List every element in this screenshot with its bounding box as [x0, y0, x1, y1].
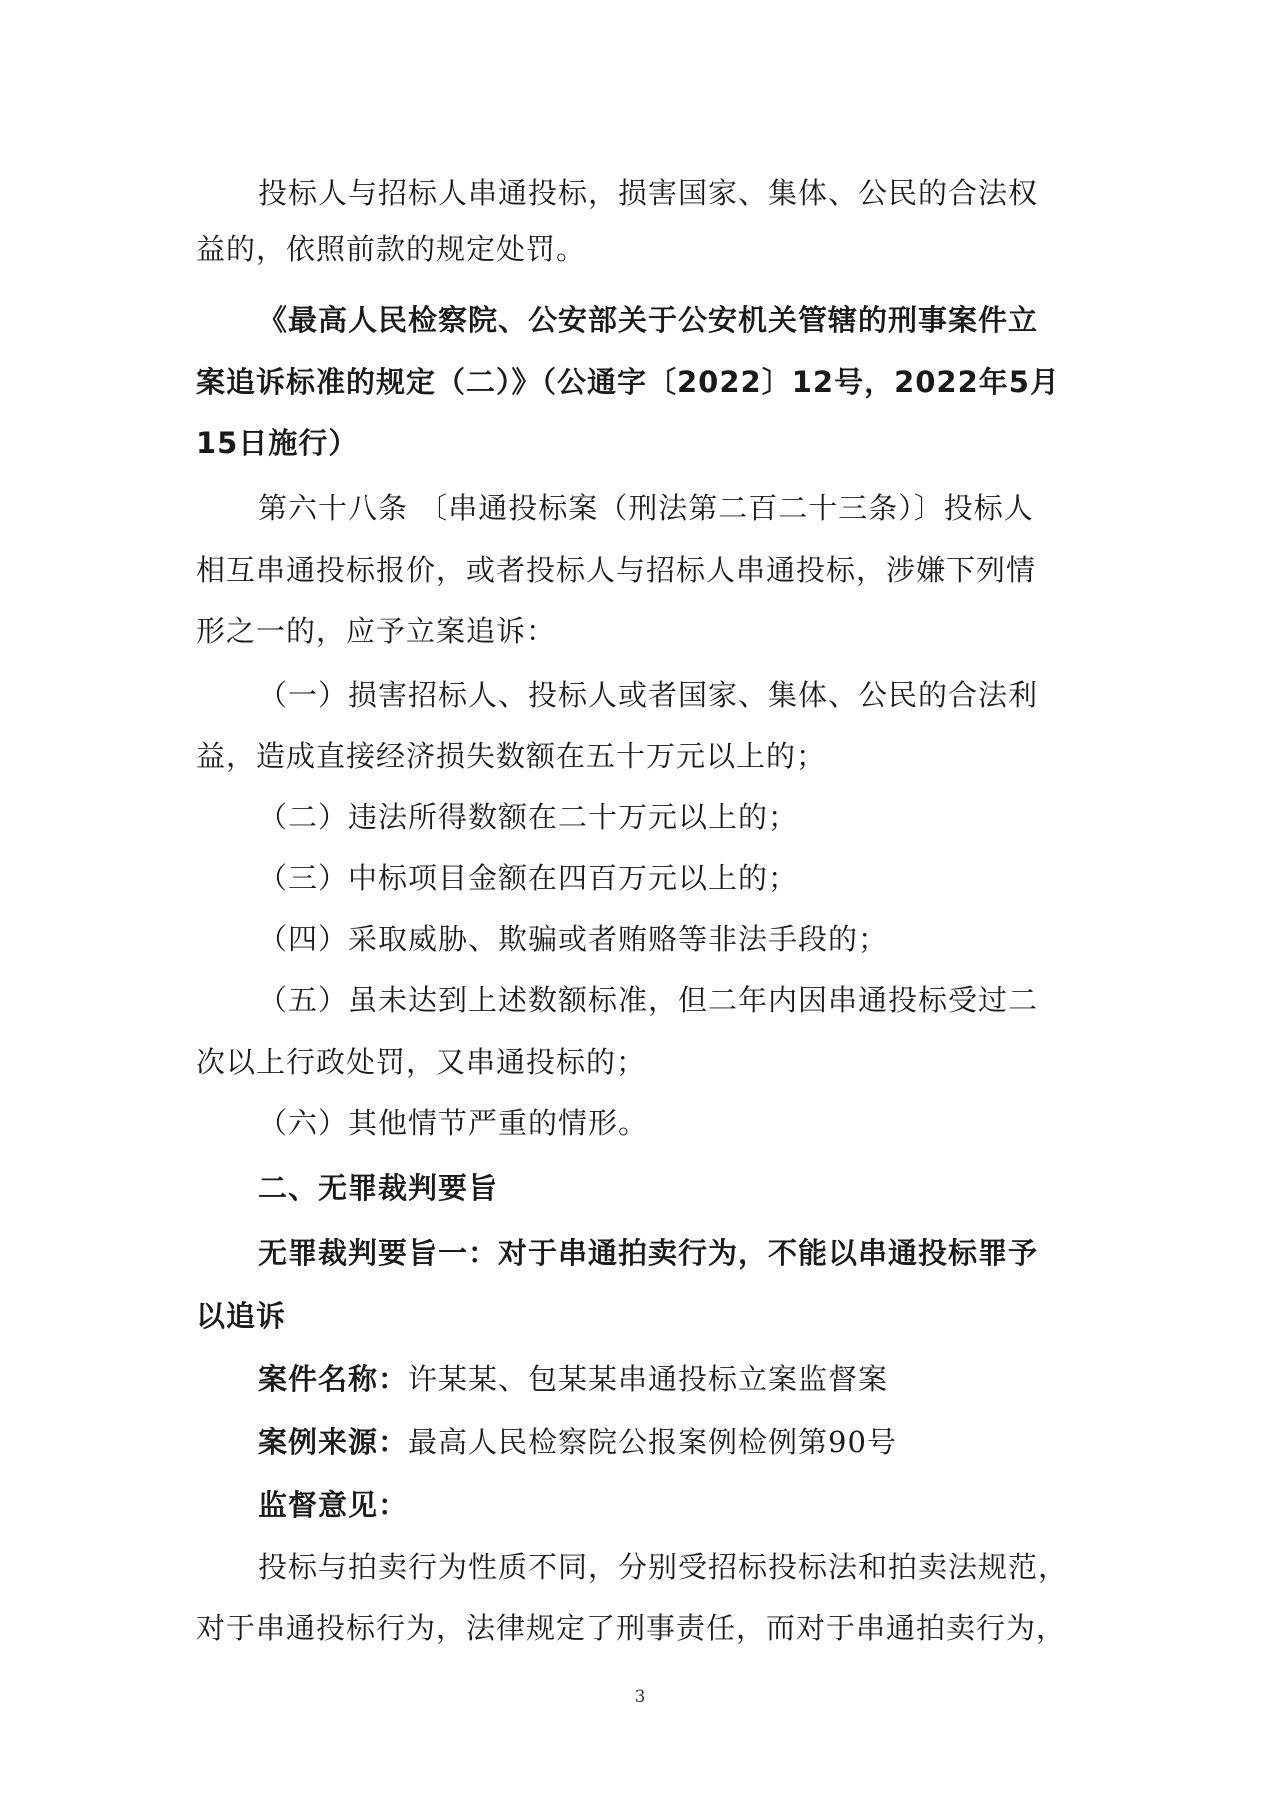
list-item: 次以上行政处罚，又串通投标的； [196, 1045, 647, 1079]
opinion-heading: 监督意见： [258, 1488, 409, 1522]
paragraph-line: 对于串通投标行为，法律规定了刑事责任，而对于串通拍卖行为， [196, 1611, 1067, 1645]
case-name-label: 案件名称： [258, 1362, 409, 1396]
holding-heading: 以追诉 [196, 1299, 287, 1333]
regulation-title-line: 《最高人民检察院、公安部关于公安机关管辖的刑事案件立 [258, 303, 1039, 337]
list-item: （二）违法所得数额在二十万元以上的； [258, 800, 799, 834]
case-source-label: 案例来源： [258, 1425, 409, 1459]
paragraph-line: 投标人与招标人串通投标，损害国家、集体、公民的合法权 [258, 176, 1039, 210]
paragraph-line: 投标与拍卖行为性质不同，分别受招标投标法和拍卖法规范， [258, 1550, 1069, 1584]
list-item: 益，造成直接经济损失数额在五十万元以上的； [196, 739, 827, 773]
case-name-value: 许某某、包某某串通投标立案监督案 [408, 1362, 889, 1396]
list-item: （六）其他情节严重的情形。 [258, 1106, 649, 1140]
case-source-line [258, 1422, 897, 1462]
list-item: （五）虽未达到上述数额标准，但二年内因串通投标受过二 [258, 983, 1039, 1017]
regulation-title-line: 15日施行） [196, 426, 359, 460]
list-item: （三）中标项目金额在四百万元以上的； [258, 861, 799, 895]
holding-heading: 无罪裁判要旨一：对于串通拍卖行为，不能以串通投标罪予 [258, 1236, 1039, 1270]
regulation-title-line: 案追诉标准的规定（二）》（公通字〔2022〕12号，2022年5月 [196, 365, 1060, 399]
article-line: 相互串通投标报价，或者投标人与招标人串通投标，涉嫌下列情 [196, 553, 1037, 587]
case-source-value: 最高人民检察院公报案例检例第90号 [408, 1425, 897, 1459]
list-item: （一）损害招标人、投标人或者国家、集体、公民的合法利 [258, 678, 1039, 712]
section-heading: 二、无罪裁判要旨 [258, 1171, 499, 1205]
paragraph-line: 益的，依照前款的规定处罚。 [196, 232, 587, 266]
article-line: 形之一的，应予立案追诉： [196, 614, 557, 648]
case-name-line [258, 1359, 888, 1399]
article-line: 第六十八条 〔串通投标案（刑法第二百二十三条）〕投标人 [258, 491, 1034, 525]
page-number: 3 [634, 1687, 646, 1707]
list-item: （四）采取威胁、欺骗或者贿赂等非法手段的； [258, 922, 889, 956]
